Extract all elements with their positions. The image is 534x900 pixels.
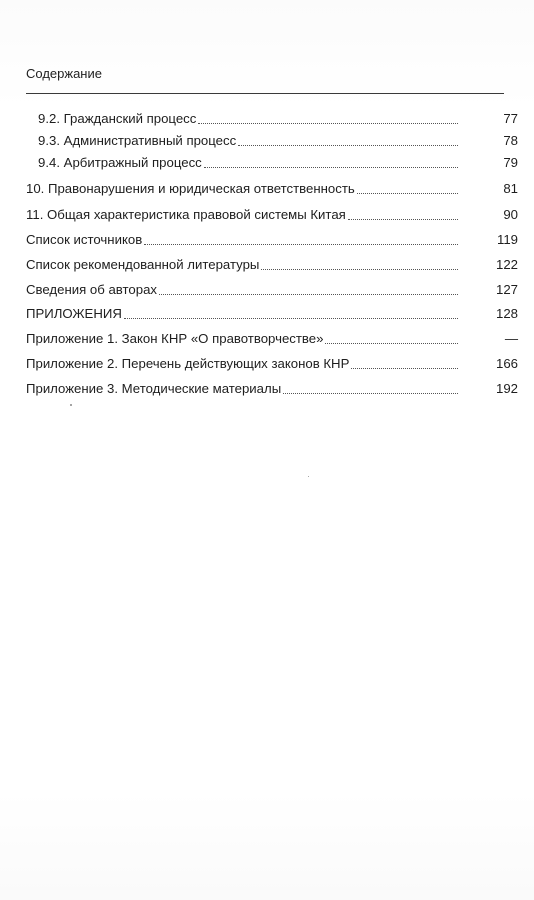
toc-entry-page: 166 bbox=[495, 356, 518, 371]
toc-dot-leader bbox=[351, 367, 458, 369]
toc-entry-page: 79 bbox=[503, 155, 518, 170]
toc-entry bbox=[26, 301, 518, 323]
header-rule bbox=[26, 93, 504, 94]
toc-dot-leader bbox=[159, 293, 458, 295]
toc-entry-title: 9.4. Арбитражный процесс bbox=[38, 155, 202, 170]
toc-entry-title: Приложение 1. Закон КНР «О правотворчестве» bbox=[26, 331, 324, 346]
toc-entry bbox=[26, 351, 518, 373]
toc-entry bbox=[26, 277, 518, 299]
toc-dot-leader bbox=[204, 166, 458, 168]
page-header: Содержание bbox=[26, 66, 102, 81]
toc-dot-leader bbox=[198, 122, 458, 124]
toc-entry-page: 127 bbox=[495, 282, 518, 297]
toc-entry-title: Список источников bbox=[26, 232, 143, 247]
toc-entry-page: 90 bbox=[503, 207, 518, 222]
toc-entry-page: — bbox=[504, 331, 518, 346]
toc-entry bbox=[26, 326, 518, 348]
toc-dot-leader bbox=[261, 268, 458, 270]
toc-entry-page: 192 bbox=[495, 381, 518, 396]
toc-entry-title: 10. Правонарушения и юридическая ответственность bbox=[26, 181, 355, 196]
toc-entry bbox=[26, 176, 518, 198]
toc-entry-title: ПРИЛОЖЕНИЯ bbox=[26, 306, 122, 321]
toc-entry-page: 119 bbox=[496, 232, 518, 247]
paper-speck bbox=[70, 404, 72, 406]
toc-entry bbox=[38, 128, 518, 150]
toc-dot-leader bbox=[357, 192, 458, 194]
toc-entry-title: 11. Общая характеристика правовой системы Китая bbox=[26, 207, 346, 222]
toc-entry-page: 77 bbox=[503, 111, 518, 126]
toc-entry-title: 9.2. Гражданский процесс bbox=[38, 111, 197, 126]
toc-dot-leader bbox=[348, 218, 458, 220]
toc-entry-page: 128 bbox=[495, 306, 518, 321]
toc-entry bbox=[26, 227, 518, 249]
paper-speck bbox=[308, 476, 309, 477]
toc-dot-leader bbox=[144, 243, 458, 245]
toc-entry bbox=[38, 150, 518, 172]
toc-entry bbox=[26, 252, 518, 274]
toc-entry bbox=[26, 376, 518, 398]
toc-entry bbox=[26, 202, 518, 224]
toc-dot-leader bbox=[283, 392, 458, 394]
toc-entry-title: Приложение 3. Методические материалы bbox=[26, 381, 282, 396]
toc-dot-leader bbox=[325, 342, 458, 344]
toc-entry bbox=[38, 106, 518, 128]
toc-entry-title: Приложение 2. Перечень действующих законов КНР bbox=[26, 356, 350, 371]
toc-entry-page: 78 bbox=[503, 133, 518, 148]
toc-dot-leader bbox=[238, 144, 458, 146]
toc-entry-title: Сведения об авторах bbox=[26, 282, 157, 297]
toc-entry-page: 122 bbox=[495, 257, 518, 272]
toc-entry-title: 9.3. Административный процесс bbox=[38, 133, 237, 148]
toc-entry-page: 81 bbox=[503, 181, 518, 196]
toc-dot-leader bbox=[124, 317, 458, 319]
toc-entry-title: Список рекомендованной литературы bbox=[26, 257, 260, 272]
